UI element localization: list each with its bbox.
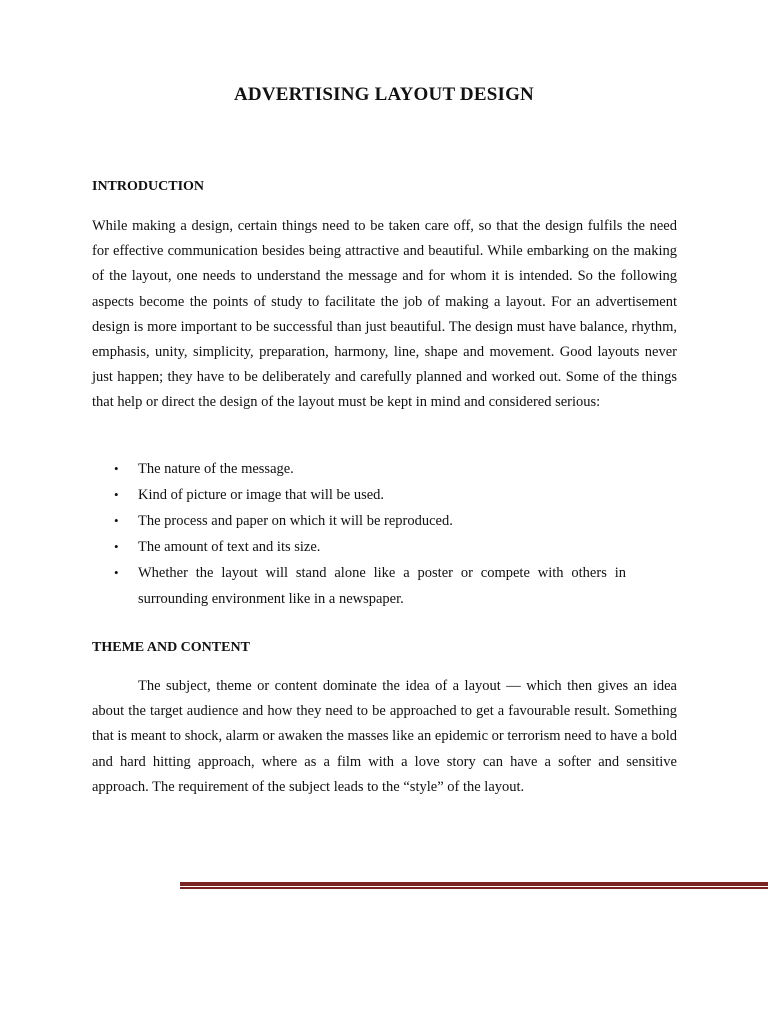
bullet-icon: • [114,565,119,580]
bullet-icon: • [114,539,119,554]
theme-and-content-paragraph: The subject, theme or content dominate the idea of a layout — which then gives an idea about the target audience and how they need to be approached to get a favourable result. Something that is meant to shock, alarm or awaken the masses like an epidemic or terrorism need to have a bold and hard hitting approach, where as a film with a love story can have a softer and sensitive approach. The requirement of the subject leads to the “style” of the layout. [92,678,677,795]
footer-divider-thick-line [180,882,768,886]
list-item-text: The amount of text and its size. [138,539,321,555]
bullet-icon: • [114,487,119,502]
document-title: ADVERTISING LAYOUT DESIGN [234,84,534,105]
bullet-icon: • [114,461,119,476]
list-item [92,560,677,612]
footer-divider-thin-line [180,887,768,889]
footer-divider [180,882,768,889]
list-item [92,456,677,482]
considerations-list [92,456,677,612]
list-item [92,508,677,534]
introduction-paragraph: While making a design, certain things need to be taken care off, so that the design fulfils the need for effective communication besides being attractive and beautiful. While embarking on the making of the layout, one needs to understand the message and for whom it is intended. So the following aspects become the points of study to facilitate the job of making a layout. For an advertisement design is more important to be successful than just beautiful. The design must have balance, rhythm, emphasis, unity, simplicity, preparation, harmony, line, shape and movement. Good layouts never just happen; they have to be deliberately and carefully planned and worked out. Some of the things that help or direct the design of the layout must be kept in mind and considered serious: [92,218,677,411]
list-item-text: The nature of the message. [138,461,294,477]
list-item-text: Kind of picture or image that will be used. [138,487,385,503]
bullet-icon: • [114,513,119,528]
section-heading-theme-and-content: THEME AND CONTENT [92,640,250,655]
list-item-text: The process and paper on which it will be reproduced. [138,513,453,529]
list-item [92,534,677,560]
list-item-text: Whether the layout will stand alone like a poster or compete with others in surrounding environment like in a newspaper. [138,565,626,607]
section-heading-introduction: INTRODUCTION [92,179,205,194]
list-item [92,482,677,508]
